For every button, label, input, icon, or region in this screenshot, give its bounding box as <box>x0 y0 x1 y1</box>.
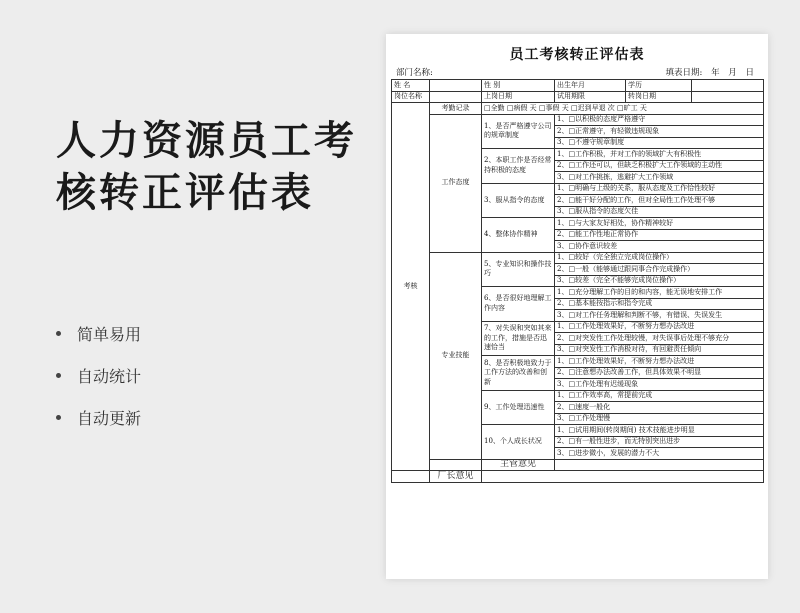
attendance-value: □全勤 □病假 天 □事假 天 □迟到早退 次 □旷工 天 <box>482 103 764 115</box>
fill-date-label: 填表日期: 年 月 日 <box>665 68 754 78</box>
option: 3、□协作意识较差 <box>555 241 764 253</box>
option: 2、□能干好分配的工作，但对全局性工作处理不够 <box>555 195 764 207</box>
option: 3、□工作处理慢 <box>555 413 764 425</box>
option: 1、□较好（完全独立完成岗位操作） <box>555 252 764 264</box>
position-label: 岗位名称 <box>392 91 430 103</box>
option: 2、□正常遵守，有轻微违规现象 <box>555 126 764 138</box>
question-1: 1、是否严格遵守公司的规章制度 <box>482 114 555 149</box>
option: 3、□工作处理有迟缓现象 <box>555 379 764 391</box>
pro-skill-label: 专业技能 <box>430 252 482 459</box>
option: 1、□试用期间(转岗期间) 技术技能进步明显 <box>555 425 764 437</box>
option: 3、□较差（完全不能够完成岗位操作） <box>555 275 764 287</box>
option: 3、□对工作挑拣，逃避扩大工作领域 <box>555 172 764 184</box>
option: 2、□速度一般化 <box>555 402 764 414</box>
transfer-date-value <box>692 91 764 103</box>
education-value <box>692 80 764 92</box>
blank-cell <box>392 471 430 483</box>
evaluation-table <box>391 79 764 483</box>
option: 3、□不遵守规章制度 <box>555 137 764 149</box>
form-preview <box>386 34 768 579</box>
hero-title <box>56 115 357 219</box>
supervisor-opinion-row <box>392 459 764 471</box>
bullet-icon <box>56 331 61 336</box>
factory-opinion-value <box>482 471 764 483</box>
probation-label: 试用期限 <box>555 91 626 103</box>
assessment-label: 考核 <box>392 103 430 471</box>
question-7: 7、对失误和突如其来的工作，措施是否迅速恰当 <box>482 321 555 356</box>
option: 3、□进步微小，发展的潜力不大 <box>555 448 764 460</box>
option: 2、□对突发性工作处理较慢，对失误事后处理不够充分 <box>555 333 764 345</box>
factory-opinion-row <box>392 471 764 483</box>
birth-label: 出生年月 <box>555 80 626 92</box>
feature-item <box>56 396 141 438</box>
question-10: 10、个人成长状况 <box>482 425 555 460</box>
position-value <box>430 91 482 103</box>
option: 1、□工作积极，并对工作的领域扩大有积极性 <box>555 149 764 161</box>
feature-label: 自动更新 <box>77 408 142 428</box>
dept-label: 部门名称: <box>396 68 433 78</box>
bullet-icon <box>56 373 61 378</box>
question-8: 8、是否积极地致力于工作方法的改善和创新 <box>482 356 555 391</box>
question-4: 4、整体协作精神 <box>482 218 555 253</box>
option: 2、□注意想办法改善工作，但具体效果不明显 <box>555 367 764 379</box>
feature-item <box>56 312 141 354</box>
info-row-2 <box>392 91 764 103</box>
hero-title-line-2: 核转正评估表 <box>56 170 314 216</box>
question-5: 5、专业知识和操作技巧 <box>482 252 555 287</box>
option: 2、□有一般性进步，而无特别突出进步 <box>555 436 764 448</box>
option: 2、□工作还可以，但缺乏积极扩大工作领域的主动性 <box>555 160 764 172</box>
feature-item <box>56 354 141 396</box>
blank-cell <box>430 459 482 471</box>
form-title: 员工考核转正评估表 <box>509 47 645 63</box>
name-value <box>430 80 482 92</box>
option: 1、□工作处理效果好，不断努力想办法改进 <box>555 356 764 368</box>
start-date-label: 上岗日期 <box>482 91 555 103</box>
name-label: 姓 名 <box>392 80 430 92</box>
attendance-label: 考勤记录 <box>430 103 482 115</box>
option: 1、□明确与上级的关系，服从态度及工作恰性较好 <box>555 183 764 195</box>
feature-label: 自动统计 <box>77 366 142 386</box>
option: 3、□服从指令的态度欠佳 <box>555 206 764 218</box>
option: 2、□基本能按指示和指令完成 <box>555 298 764 310</box>
question-6: 6、是否很好地理解工作内容 <box>482 287 555 322</box>
hero-title-line-1: 人力资源员工考 <box>56 118 357 164</box>
question-9: 9、工作处理迅速性 <box>482 390 555 425</box>
attendance-row <box>392 103 764 115</box>
education-label: 学历 <box>626 80 692 92</box>
option: 1、□工作效率高，常提前完成 <box>555 390 764 402</box>
info-row-1 <box>392 80 764 92</box>
factory-opinion-label: 厂长意见 <box>430 471 482 483</box>
option: 1、□以积极的态度严格遵守 <box>555 114 764 126</box>
bullet-icon <box>56 415 61 420</box>
option: 1、□工作处理效果好，不断努力想办法改进 <box>555 321 764 333</box>
gender-label: 性 别 <box>482 80 555 92</box>
feature-label: 简单易用 <box>77 324 142 344</box>
option: 1、□充分理解工作的目的和内容，能无误地安排工作 <box>555 287 764 299</box>
supervisor-opinion-label: 主管意见 <box>482 459 555 471</box>
work-attitude-label: 工作态度 <box>430 114 482 252</box>
question-3: 3、服从指令的态度 <box>482 183 555 218</box>
option: 3、□对工作任务理解和判断不够，有错误、失误发生 <box>555 310 764 322</box>
option: 3、□对突发性工作消极对待，有回避责任倾向 <box>555 344 764 356</box>
feature-list <box>56 312 141 438</box>
supervisor-opinion-value <box>555 459 764 471</box>
option: 1、□与大家友好相处，协作精神较好 <box>555 218 764 230</box>
option: 2、□能工作性地正常协作 <box>555 229 764 241</box>
option: 2、□一般（能够通过跟同事合作完成操作） <box>555 264 764 276</box>
transfer-date-label: 转岗日期 <box>626 91 692 103</box>
question-2: 2、本职工作是否经常持积极的态度 <box>482 149 555 184</box>
